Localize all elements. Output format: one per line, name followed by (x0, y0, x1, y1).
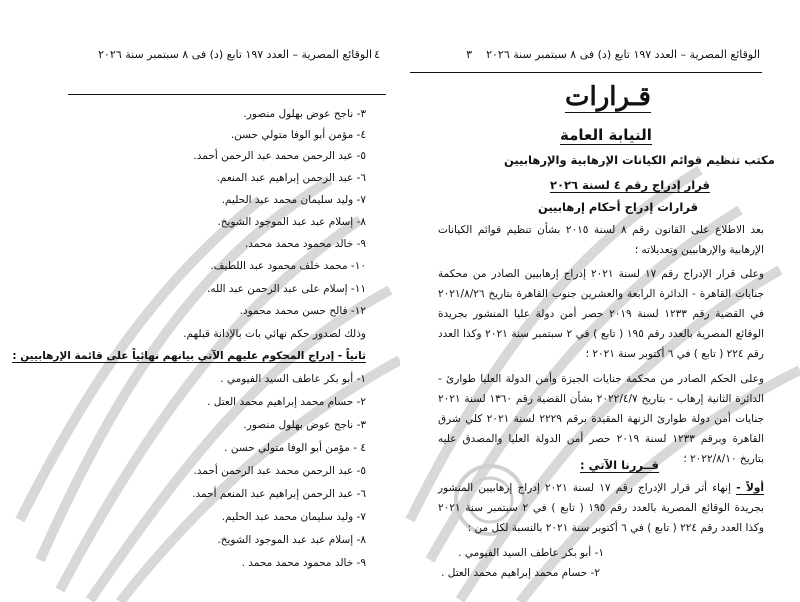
list-item: ٩- خالد محمود محمد محمد . (241, 557, 366, 569)
list-item: ٤- مؤمن أبو الوفا متولي حسن. (230, 129, 366, 141)
list-item: ١٠- محمد خلف محمود عبد اللطيف. (210, 260, 366, 272)
page-header (82, 48, 372, 66)
list-item: ٥- عبد الرحمن محمد عبد الرحمن أحمد. (193, 465, 366, 477)
decided-title (580, 458, 659, 472)
first-decision-label: أولاً - (736, 482, 764, 494)
header-rule (68, 94, 386, 95)
list-item: ٩- خالد محمود محمد محمد. (244, 238, 366, 250)
list-item: ٨- إسلام عبد عبد الموجود الشويخ. (217, 216, 366, 228)
section-second (12, 348, 366, 364)
org-title-text: النيابة العامة (560, 126, 652, 144)
main-title (565, 82, 651, 112)
decision-title-text: قرار إدراج رقم ٤ لسنة ٢٠٢٦ (550, 178, 710, 192)
section-second-text: ثانياً - إدراج المحكوم عليهم الآتي بيانهم نهائياً على قائمة الإرهابيين : (12, 350, 366, 362)
list-item: ٦- عبد الرحمن إبراهيم عبد المنعم. (216, 172, 366, 184)
list-item: ١- أبو بكر عاطف السيد الفيومي . (220, 373, 366, 385)
office-title: مكتب تنظيم قوائم الكيانات الإرهابية والإرهابيين (504, 153, 775, 167)
list-item: ١- أبو بكر عاطف السيد الفيومي . (458, 547, 604, 559)
list-item: ١٢- فالح حسن محمد محمود. (239, 305, 366, 317)
header-rule (410, 72, 762, 73)
decision-title (550, 178, 710, 192)
preamble-paragraph: بعد الاطلاع على القانون رقم ٨ لسنة ٢٠١٥ بشأن تنظيم قوائم الكيانات الإرهابية والإرهابيين وتعديلاته ؛ (438, 224, 764, 256)
list-item: ٥- عبد الرحمن محمد عبد الرحمن أحمد. (193, 150, 366, 162)
main-title-text: قـرارات (565, 82, 651, 112)
page-number: ٣ (466, 48, 472, 61)
first-decision (438, 478, 764, 538)
list-item: ٢- حسام محمد إبراهيم محمد العتل . (207, 396, 366, 408)
list-item: ٣- ناجح عوض بهلول منصور. (243, 419, 366, 431)
closing-note: وذلك لصدور حكم نهائي بات بالإدانة قبلهم. (183, 328, 366, 340)
section-title: قرارات إدراج أحكام إرهابيين (538, 200, 699, 214)
list-item: ٢- حسام محمد إبراهيم محمد العتل . (441, 567, 600, 579)
list-item: ٤ - مؤمن أبو الوفا متولي حسن . (224, 442, 366, 454)
preamble-paragraph: وعلى قرار الإدراج رقم ١٧ لسنة ٢٠٢١ إدراج إرهابيين الصادر من محكمة جنايات القاهرة - الدائرة الرابعة والعشرين جنوب القاهرة بتاريخ ٢٠٢١/٨/٢٦ في القضية رقم ١٢٣٣ لسنة ٢٠١٩ حصر أمن دولة عليا المنشور بجريدة الوقائع المصرية بالعدد رقم ١٩٥ ( تابع ) في ٢ سبتمبر سنة ٢٠٢١ وكذا العدد رقم ٢٢٤ ( تابع ) في ٦ أكتوبر سنة ٢٠٢١ ؛ (438, 268, 764, 360)
list-item: ٧- وليد سليمان محمد عبد الحليم. (221, 511, 366, 523)
list-item: ١١- إسلام على عبد الرحمن عبد الله. (207, 283, 366, 295)
header-text: الوقائع المصرية – العدد ١٩٧ تابع (د) فى ٨ سبتمبر سنة ٢٠٢٦ (486, 48, 760, 61)
org-title (560, 126, 652, 144)
page-header (470, 48, 760, 66)
right-page (400, 0, 800, 602)
list-item: ٨- إسلام عبد عبد الموجود الشويخ. (217, 534, 366, 546)
list-item: ٦- عبد الرحمن إبراهيم عبد المنعم أحمد. (192, 488, 366, 500)
preamble-paragraph: وعلى الحكم الصادر من محكمة جنايات الجيزة وأمن الدولة العليا طوارئ - الدائرة الثانية إرهاب - بتاريخ ٢٠٢٢/٤/٧ بشأن القضية رقم ١٣٦٠ لسنة ٢٠٢١ جنايات أمن دولة طوارئ الزنهة المقيدة برقم ٢٢٢٩ لسنة ٢٠٢١ كلي شرق القاهرة وبرقم ١٢٣٣ لسنة ٢٠١٩ حصر أمن الدولة العليا والمصدق عليه بتاريخ ٢٠٢٢/٨/١٠ ؛ (438, 373, 765, 465)
list-item: ٣- ناجح عوض بهلول منصور. (243, 108, 366, 120)
decided-title-text: قــررنا الآتي : (580, 458, 659, 472)
page-number: ٤ (374, 48, 380, 61)
first-decision-text: إنهاء أثر قرار الإدراج رقم ١٧ لسنة ٢٠٢١ إدراج إرهابيين المنشور بجريدة الوقائع المصرية بالعدد رقم ١٩٥ ( تابع ) في ٢ سبتمبر سنة ٢٠٢١ وكذا العدد رقم ٢٢٤ ( تابع ) في ٦ أكتوبر سنة ٢٠٢١ بالنسبة لكل من : (438, 482, 764, 534)
header-text: الوقائع المصرية – العدد ١٩٧ تابع (د) فى ٨ سبتمبر سنة ٢٠٢٦ (98, 48, 372, 61)
list-item: ٧- وليد سليمان محمد عبد الحليم. (221, 194, 366, 206)
